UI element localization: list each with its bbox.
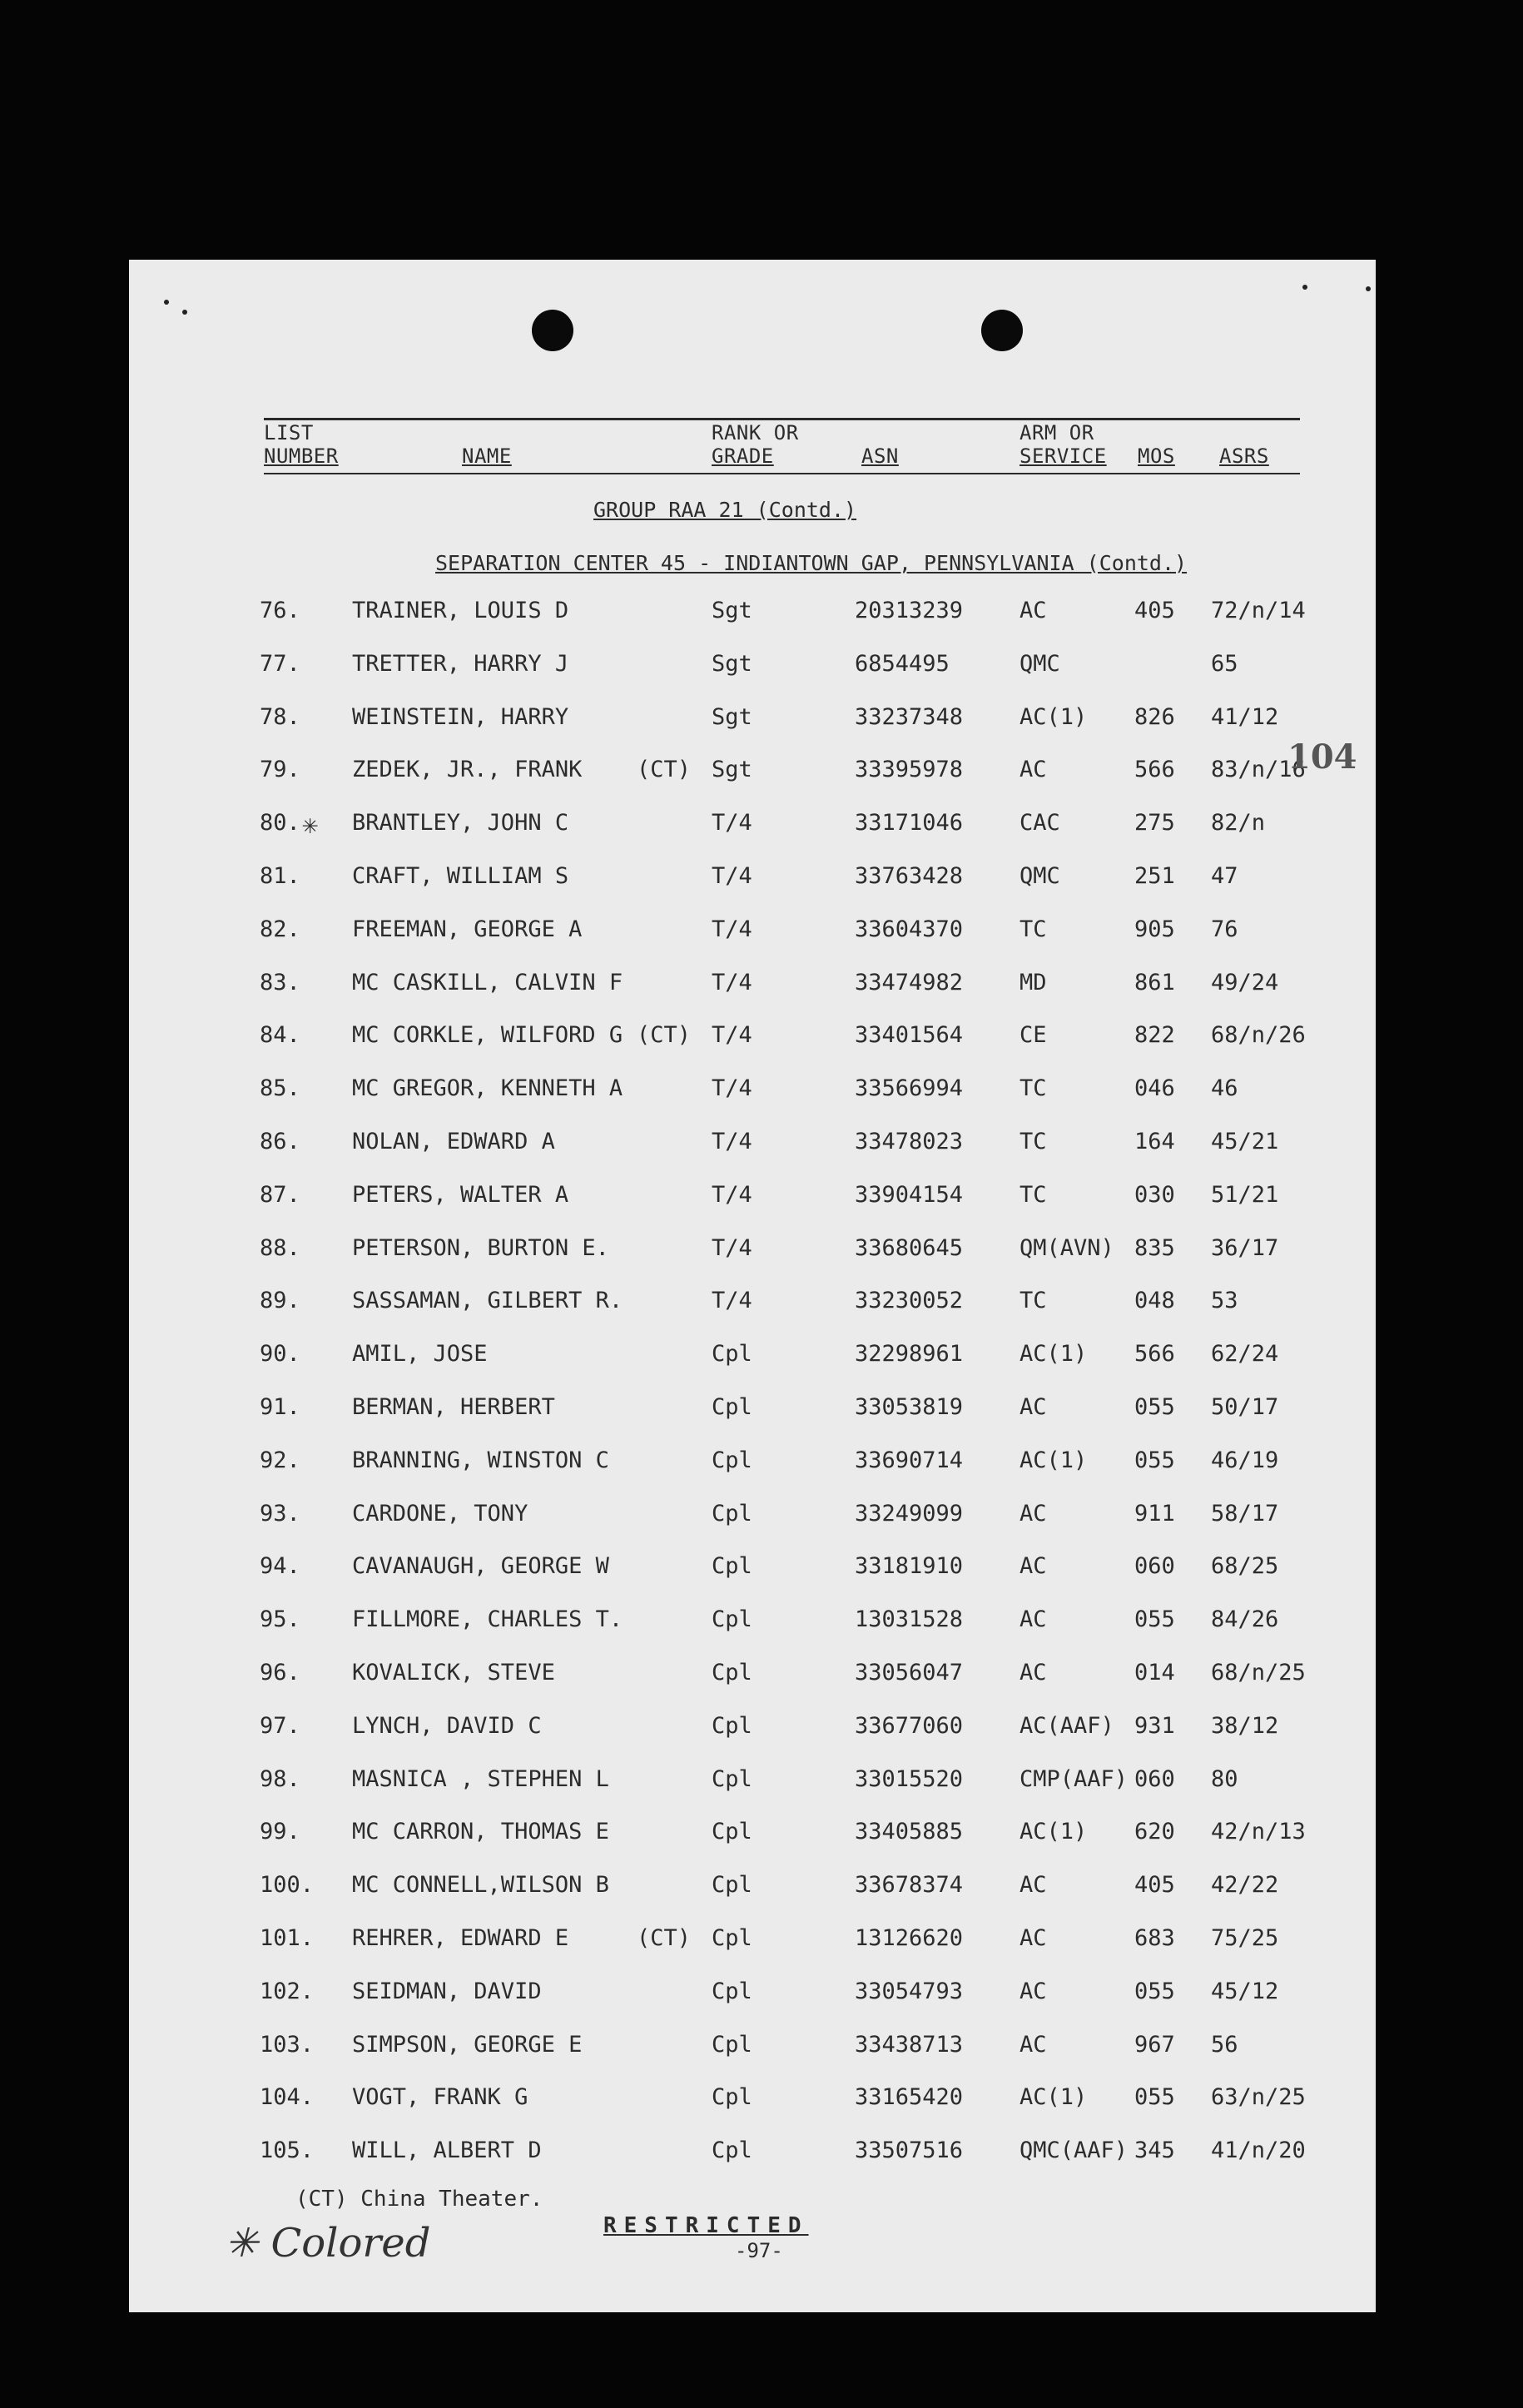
asn-cell: 33401564 (855, 1022, 964, 1048)
speck (1302, 285, 1307, 290)
list-number-cell: 101. (260, 1925, 315, 1951)
asrs-cell: 38/12 (1211, 1713, 1279, 1739)
table-row (129, 651, 1376, 684)
theater-mark-cell: (CT) (637, 757, 692, 782)
list-number-cell: 84. (260, 1022, 300, 1048)
mos-cell: 055 (1134, 1606, 1175, 1632)
document-page (129, 260, 1376, 2312)
asn-cell: 33438713 (855, 2032, 964, 2058)
rank-grade-cell: T/4 (712, 1235, 752, 1261)
theater-mark-cell: (CT) (637, 1925, 692, 1951)
soldier-name-cell: REHRER, EDWARD E (352, 1925, 569, 1951)
asrs-cell: 47 (1211, 863, 1238, 889)
asn-cell: 33604370 (855, 916, 964, 942)
asrs-cell: 76 (1211, 916, 1238, 942)
list-number-cell: 100. (260, 1872, 315, 1898)
asn-cell: 33015520 (855, 1766, 964, 1792)
asn-cell: 33237348 (855, 704, 964, 730)
arm-service-cell: CE (1019, 1022, 1047, 1048)
asrs-cell: 56 (1211, 2032, 1238, 2058)
list-number-cell: 91. (260, 1394, 300, 1420)
header-rank: RANK OR GRADE (712, 421, 799, 468)
asrs-cell: 45/12 (1211, 1979, 1279, 2004)
table-row (129, 1288, 1376, 1321)
arm-service-cell: AC (1019, 757, 1047, 782)
asn-cell: 33678374 (855, 1872, 964, 1898)
mos-cell: 822 (1134, 1022, 1175, 1048)
asn-cell: 33249099 (855, 1501, 964, 1527)
asn-cell: 33680645 (855, 1235, 964, 1261)
rank-grade-cell: Cpl (712, 1660, 752, 1686)
mos-cell: 683 (1134, 1925, 1175, 1951)
asn-cell: 33171046 (855, 810, 964, 836)
mos-cell: 046 (1134, 1075, 1175, 1101)
asn-cell: 32298961 (855, 1341, 964, 1367)
table-row (129, 863, 1376, 896)
soldier-name-cell: PETERSON, BURTON E. (352, 1235, 609, 1261)
table-row (129, 970, 1376, 1003)
list-number-cell: 82. (260, 916, 300, 942)
arm-service-cell: AC (1019, 1660, 1047, 1686)
asrs-cell: 41/n/20 (1211, 2137, 1306, 2163)
asrs-cell: 49/24 (1211, 970, 1279, 995)
arm-service-cell: TC (1019, 916, 1047, 942)
rank-grade-cell: Cpl (712, 1501, 752, 1527)
table-row (129, 1022, 1376, 1055)
table-row (129, 1713, 1376, 1746)
arm-service-cell: CMP(AAF) (1019, 1766, 1129, 1792)
arm-service-cell: AC (1019, 1394, 1047, 1420)
list-number-cell: 95. (260, 1606, 300, 1632)
arm-service-cell: AC (1019, 1501, 1047, 1527)
soldier-name-cell: AMIL, JOSE (352, 1341, 488, 1367)
page-number: -97- (735, 2239, 783, 2262)
soldier-name-cell: MC CONNELL,WILSON B (352, 1872, 609, 1898)
list-number-cell: 79. (260, 757, 300, 782)
asn-cell: 33165420 (855, 2084, 964, 2110)
arm-service-cell: TC (1019, 1075, 1047, 1101)
soldier-name-cell: MC CASKILL, CALVIN F (352, 970, 623, 995)
mos-cell: 164 (1134, 1129, 1175, 1154)
group-title: GROUP RAA 21 (Contd.) (593, 498, 857, 522)
list-number-cell: 97. (260, 1713, 300, 1739)
list-number-cell: 96. (260, 1660, 300, 1686)
list-number-cell: 98. (260, 1766, 300, 1792)
speck (1366, 286, 1371, 291)
table-row (129, 2137, 1376, 2171)
mos-cell: 835 (1134, 1235, 1175, 1261)
arm-service-cell: AC(1) (1019, 704, 1088, 730)
soldier-name-cell: SEIDMAN, DAVID (352, 1979, 542, 2004)
rank-grade-cell: Cpl (712, 2032, 752, 2058)
arm-service-cell: AC (1019, 1979, 1047, 2004)
asrs-cell: 42/22 (1211, 1872, 1279, 1898)
list-number-cell: 90. (260, 1341, 300, 1367)
arm-service-cell: CAC (1019, 810, 1060, 836)
asn-cell: 33677060 (855, 1713, 964, 1739)
mos-cell: 251 (1134, 863, 1175, 889)
soldier-name-cell: CAVANAUGH, GEORGE W (352, 1553, 609, 1579)
header-asn: ASN (861, 444, 899, 468)
header-name: NAME (462, 444, 512, 468)
mos-cell: 275 (1134, 810, 1175, 836)
soldier-name-cell: MC GREGOR, KENNETH A (352, 1075, 623, 1101)
asn-cell: 33904154 (855, 1182, 964, 1208)
rank-grade-cell: Cpl (712, 1553, 752, 1579)
table-row (129, 757, 1376, 790)
list-number-cell: 93. (260, 1501, 300, 1527)
table-row (129, 1235, 1376, 1269)
asrs-cell: 80 (1211, 1766, 1238, 1792)
arm-service-cell: AC (1019, 1606, 1047, 1632)
rank-grade-cell: Sgt (712, 757, 752, 782)
asrs-cell: 45/21 (1211, 1129, 1279, 1154)
soldier-name-cell: CARDONE, TONY (352, 1501, 528, 1527)
arm-service-cell: QMC (1019, 651, 1060, 677)
asrs-cell: 46/19 (1211, 1447, 1279, 1473)
asrs-cell: 41/12 (1211, 704, 1279, 730)
mos-cell: 055 (1134, 1394, 1175, 1420)
asrs-cell: 82/n (1211, 810, 1266, 836)
asn-cell: 33056047 (855, 1660, 964, 1686)
mos-cell: 566 (1134, 757, 1175, 782)
soldier-name-cell: MC CARRON, THOMAS E (352, 1819, 609, 1844)
asn-cell: 33053819 (855, 1394, 964, 1420)
speck (182, 310, 187, 315)
rank-grade-cell: Cpl (712, 2084, 752, 2110)
soldier-name-cell: MC CORKLE, WILFORD G (352, 1022, 623, 1048)
mos-cell: 055 (1134, 1979, 1175, 2004)
asrs-cell: 36/17 (1211, 1235, 1279, 1261)
punch-hole (532, 310, 573, 351)
list-number-cell: 104. (260, 2084, 315, 2110)
rank-grade-cell: Sgt (712, 598, 752, 623)
soldier-name-cell: SIMPSON, GEORGE E (352, 2032, 583, 2058)
table-row (129, 1660, 1376, 1693)
asrs-cell: 68/n/25 (1211, 1660, 1306, 1686)
header-arm: ARM OR SERVICE (1019, 421, 1107, 468)
mos-cell: 911 (1134, 1501, 1175, 1527)
arm-service-cell: MD (1019, 970, 1047, 995)
list-number-cell: 81. (260, 863, 300, 889)
asrs-cell: 83/n/16 (1211, 757, 1306, 782)
rank-grade-cell: T/4 (712, 863, 752, 889)
table-row (129, 1925, 1376, 1959)
soldier-name-cell: KOVALICK, STEVE (352, 1660, 555, 1686)
asn-cell: 6854495 (855, 651, 950, 677)
rank-grade-cell: Cpl (712, 1766, 752, 1792)
asn-cell: 33763428 (855, 863, 964, 889)
table-row (129, 1872, 1376, 1905)
table-row (129, 1819, 1376, 1852)
soldier-name-cell: WILL, ALBERT D (352, 2137, 542, 2163)
asn-cell: 33230052 (855, 1288, 964, 1313)
header-bottom-rule (264, 473, 1300, 474)
rank-grade-cell: Cpl (712, 1819, 752, 1844)
rank-grade-cell: Cpl (712, 1872, 752, 1898)
header-asrs: ASRS (1219, 444, 1269, 468)
rank-grade-cell: Cpl (712, 1341, 752, 1367)
mos-cell: 055 (1134, 1447, 1175, 1473)
mos-cell: 905 (1134, 916, 1175, 942)
list-number-cell: 99. (260, 1819, 300, 1844)
arm-service-cell: QMC(AAF) (1019, 2137, 1129, 2163)
arm-service-cell: TC (1019, 1288, 1047, 1313)
rank-grade-cell: T/4 (712, 1182, 752, 1208)
list-number-cell: 83. (260, 970, 300, 995)
table-row (129, 1766, 1376, 1800)
table-row (129, 1341, 1376, 1374)
mos-cell: 405 (1134, 1872, 1175, 1898)
asrs-cell: 72/n/14 (1211, 598, 1306, 623)
asrs-cell: 68/n/26 (1211, 1022, 1306, 1048)
arm-service-cell: AC(1) (1019, 1341, 1088, 1367)
arm-service-cell: AC (1019, 2032, 1047, 2058)
rank-grade-cell: T/4 (712, 1129, 752, 1154)
list-number-cell: 105. (260, 2137, 315, 2163)
mos-cell: 048 (1134, 1288, 1175, 1313)
list-number-cell: 102. (260, 1979, 315, 2004)
soldier-name-cell: TRAINER, LOUIS D (352, 598, 569, 623)
asrs-cell: 53 (1211, 1288, 1238, 1313)
arm-service-cell: TC (1019, 1129, 1047, 1154)
asn-cell: 13126620 (855, 1925, 964, 1951)
table-row (129, 1129, 1376, 1162)
mos-cell: 566 (1134, 1341, 1175, 1367)
mos-cell: 345 (1134, 2137, 1175, 2163)
mos-cell: 060 (1134, 1766, 1175, 1792)
theater-mark-cell: (CT) (637, 1022, 692, 1048)
asterisk-mark: ✳ (302, 808, 319, 840)
asn-cell: 33405885 (855, 1819, 964, 1844)
arm-service-cell: TC (1019, 1182, 1047, 1208)
asrs-cell: 65 (1211, 651, 1238, 677)
rank-grade-cell: Cpl (712, 1925, 752, 1951)
list-number-cell: 77. (260, 651, 300, 677)
table-row (129, 1606, 1376, 1640)
asn-cell: 33395978 (855, 757, 964, 782)
asn-cell: 33690714 (855, 1447, 964, 1473)
center-title: SEPARATION CENTER 45 - INDIANTOWN GAP, PENNSYLVANIA (Contd.) (435, 551, 1188, 575)
rank-grade-cell: Cpl (712, 1394, 752, 1420)
asrs-cell: 68/25 (1211, 1553, 1279, 1579)
asrs-cell: 75/25 (1211, 1925, 1279, 1951)
arm-service-cell: QMC (1019, 863, 1060, 889)
asrs-cell: 58/17 (1211, 1501, 1279, 1527)
asn-cell: 33181910 (855, 1553, 964, 1579)
header-mos: MOS (1138, 444, 1175, 468)
mos-cell: 826 (1134, 704, 1175, 730)
table-row (129, 1394, 1376, 1427)
asn-cell: 20313239 (855, 598, 964, 623)
list-number-cell: 85. (260, 1075, 300, 1101)
soldier-name-cell: FREEMAN, GEORGE A (352, 916, 583, 942)
mos-cell: 405 (1134, 598, 1175, 623)
asrs-cell: 62/24 (1211, 1341, 1279, 1367)
table-row (129, 810, 1376, 843)
list-number-cell: 92. (260, 1447, 300, 1473)
speck (164, 300, 169, 305)
soldier-name-cell: ZEDEK, JR., FRANK (352, 757, 583, 782)
soldier-name-cell: SASSAMAN, GILBERT R. (352, 1288, 623, 1313)
rank-grade-cell: T/4 (712, 1022, 752, 1048)
list-number-cell: 78. (260, 704, 300, 730)
arm-service-cell: AC(1) (1019, 1447, 1088, 1473)
table-row (129, 2084, 1376, 2118)
mos-cell: 014 (1134, 1660, 1175, 1686)
asrs-cell: 50/17 (1211, 1394, 1279, 1420)
table-row (129, 916, 1376, 950)
arm-service-cell: QM(AVN) (1019, 1235, 1114, 1261)
mos-cell: 030 (1134, 1182, 1175, 1208)
arm-service-cell: AC (1019, 1553, 1047, 1579)
soldier-name-cell: CRAFT, WILLIAM S (352, 863, 569, 889)
asn-cell: 33507516 (855, 2137, 964, 2163)
rank-grade-cell: Cpl (712, 1606, 752, 1632)
table-row (129, 598, 1376, 631)
handwritten-note: ✳ Colored (225, 2220, 431, 2266)
mos-cell: 931 (1134, 1713, 1175, 1739)
arm-service-cell: AC(AAF) (1019, 1713, 1114, 1739)
list-number-cell: 80. (260, 810, 300, 836)
mos-cell: 060 (1134, 1553, 1175, 1579)
header-list-number: LIST NUMBER (264, 421, 339, 468)
rank-grade-cell: T/4 (712, 916, 752, 942)
asrs-cell: 42/n/13 (1211, 1819, 1306, 1844)
asrs-cell: 46 (1211, 1075, 1238, 1101)
asrs-cell: 51/21 (1211, 1182, 1279, 1208)
list-number-cell: 94. (260, 1553, 300, 1579)
asn-cell: 33054793 (855, 1979, 964, 2004)
mos-cell: 620 (1134, 1819, 1175, 1844)
table-row (129, 1979, 1376, 2012)
arm-service-cell: AC (1019, 1872, 1047, 1898)
rank-grade-cell: T/4 (712, 810, 752, 836)
soldier-name-cell: WEINSTEIN, HARRY (352, 704, 569, 730)
asn-cell: 33566994 (855, 1075, 964, 1101)
rank-grade-cell: Cpl (712, 1447, 752, 1473)
list-number-cell: 88. (260, 1235, 300, 1261)
arm-service-cell: AC(1) (1019, 2084, 1088, 2110)
table-row (129, 2032, 1376, 2065)
rank-grade-cell: Cpl (712, 1979, 752, 2004)
footnote: (CT) China Theater. (295, 2187, 543, 2212)
mos-cell: 861 (1134, 970, 1175, 995)
asn-cell: 33478023 (855, 1129, 964, 1154)
stamp-number: 104 (1287, 737, 1357, 777)
rank-grade-cell: Sgt (712, 651, 752, 677)
list-number-cell: 76. (260, 598, 300, 623)
classification-mark: RESTRICTED (603, 2213, 809, 2238)
table-row (129, 1447, 1376, 1481)
rank-grade-cell: T/4 (712, 1075, 752, 1101)
soldier-name-cell: TRETTER, HARRY J (352, 651, 569, 677)
table-row (129, 1501, 1376, 1534)
arm-service-cell: AC (1019, 598, 1047, 623)
punch-hole (981, 310, 1023, 351)
mos-cell: 055 (1134, 2084, 1175, 2110)
rank-grade-cell: T/4 (712, 970, 752, 995)
list-number-cell: 86. (260, 1129, 300, 1154)
arm-service-cell: AC (1019, 1925, 1047, 1951)
rank-grade-cell: Cpl (712, 2137, 752, 2163)
soldier-name-cell: MASNICA , STEPHEN L (352, 1766, 609, 1792)
soldier-name-cell: VOGT, FRANK G (352, 2084, 528, 2110)
table-row (129, 704, 1376, 737)
rank-grade-cell: Sgt (712, 704, 752, 730)
soldier-name-cell: BERMAN, HERBERT (352, 1394, 555, 1420)
soldier-name-cell: BRANTLEY, JOHN C (352, 810, 569, 836)
asn-cell: 13031528 (855, 1606, 964, 1632)
table-row (129, 1182, 1376, 1215)
soldier-name-cell: FILLMORE, CHARLES T. (352, 1606, 623, 1632)
list-number-cell: 89. (260, 1288, 300, 1313)
header-top-rule (264, 418, 1300, 420)
list-number-cell: 103. (260, 2032, 315, 2058)
mos-cell: 967 (1134, 2032, 1175, 2058)
soldier-name-cell: PETERS, WALTER A (352, 1182, 569, 1208)
table-row (129, 1553, 1376, 1586)
list-number-cell: 87. (260, 1182, 300, 1208)
rank-grade-cell: T/4 (712, 1288, 752, 1313)
rank-grade-cell: Cpl (712, 1713, 752, 1739)
asrs-cell: 84/26 (1211, 1606, 1279, 1632)
arm-service-cell: AC(1) (1019, 1819, 1088, 1844)
table-row (129, 1075, 1376, 1109)
soldier-name-cell: NOLAN, EDWARD A (352, 1129, 555, 1154)
soldier-name-cell: BRANNING, WINSTON C (352, 1447, 609, 1473)
asn-cell: 33474982 (855, 970, 964, 995)
asrs-cell: 63/n/25 (1211, 2084, 1306, 2110)
soldier-name-cell: LYNCH, DAVID C (352, 1713, 542, 1739)
